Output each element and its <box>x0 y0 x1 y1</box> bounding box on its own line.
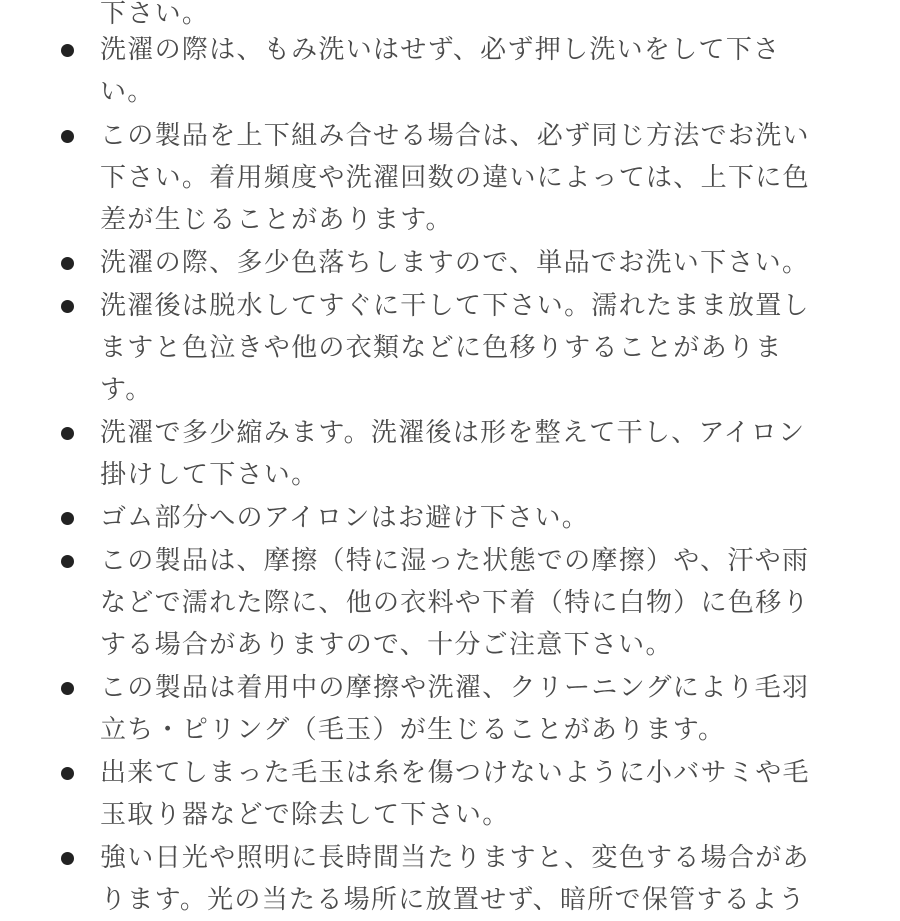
text-line: 強い日光や照明に長時間当たりますと、変色する場合があ <box>100 843 810 873</box>
bullet-icon <box>61 512 74 525</box>
bullet-icon <box>61 300 74 313</box>
text-line: ますと色泣きや他の衣類などに色移りすることがありま <box>100 333 783 363</box>
text-line: などで濡れた際に、他の衣料や下着（特に白物）に色移り <box>100 588 810 618</box>
bullet-icon <box>61 852 74 865</box>
text-line: 洗濯で多少縮みます。洗濯後は形を整えて干し、アイロン <box>100 418 806 448</box>
text-line: この製品は、摩擦（特に湿った状態での摩擦）や、汗や雨 <box>100 546 810 576</box>
text-line: 玉取り器などで除去して下さい。 <box>100 800 510 830</box>
text-line: 洗濯の際は、もみ洗いはせず、必ず押し洗いをして下さ <box>100 35 781 65</box>
text-line: 掛けして下さい。 <box>100 460 319 490</box>
bullet-icon <box>61 682 74 695</box>
text-line: 差が生じることがあります。 <box>100 205 453 235</box>
text-line: する場合がありますので、十分ご注意下さい。 <box>100 630 673 660</box>
bullet-icon <box>61 257 74 270</box>
text-line: 洗濯の際、多少色落ちしますので、単品でお洗い下さい。 <box>100 248 810 278</box>
bullet-icon <box>61 130 74 143</box>
text-line: 下さい。着用頻度や洗濯回数の違いによっては、上下に色 <box>100 163 810 193</box>
text-line: す。 <box>100 375 153 405</box>
text-line: ります。光の当たる場所に放置せず、暗所で保管するよう <box>100 885 806 915</box>
text-line: この製品は着用中の摩擦や洗濯、クリーニングにより毛羽 <box>100 673 810 703</box>
bullet-icon <box>61 427 74 440</box>
text-line: 立ち・ピリング（毛玉）が生じることがあります。 <box>100 715 726 745</box>
text-line: ゴム部分へのアイロンはお避け下さい。 <box>100 503 590 533</box>
text-line: この製品を上下組み合せる場合は、必ず同じ方法でお洗い <box>100 121 810 151</box>
bullet-icon <box>61 767 74 780</box>
text-line: い。 <box>100 77 155 107</box>
text-line: 出来てしまった毛玉は糸を傷つけないように小バサミや毛 <box>100 758 810 788</box>
text-line: 洗濯後は脱水してすぐに干して下さい。濡れたまま放置し <box>100 291 810 321</box>
bullet-icon <box>61 44 74 57</box>
text-line: 下さい。 <box>100 0 210 29</box>
bullet-icon <box>61 555 74 568</box>
